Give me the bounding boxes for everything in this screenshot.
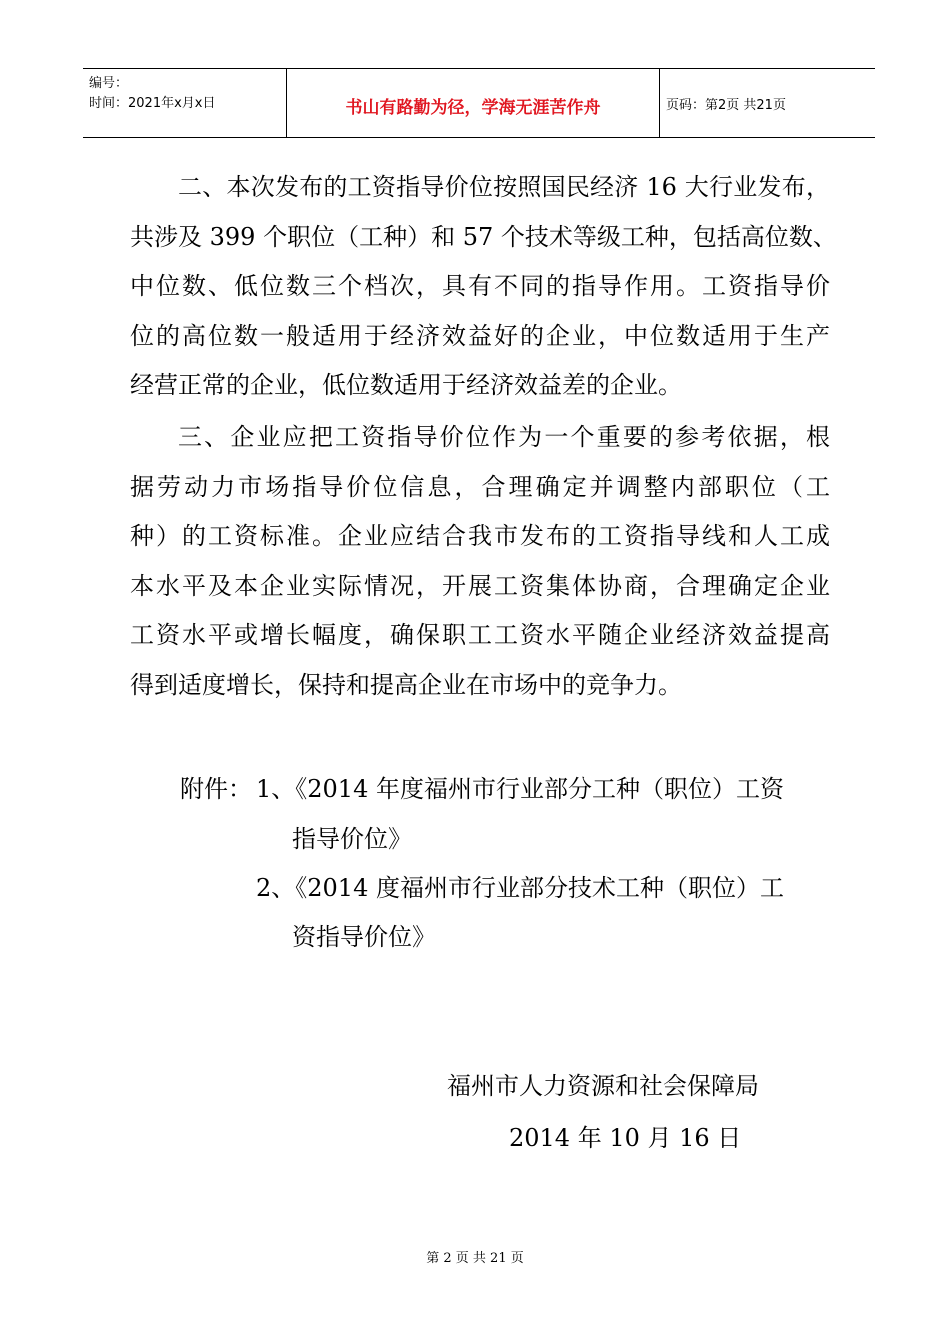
page-footer: 第 2 页 共 21 页	[426, 1251, 524, 1266]
paragraph-2	[130, 163, 837, 411]
attachment-2-title: 2、《2014 度福州市行业部分技术工种（职位）工	[256, 874, 784, 902]
paragraph-line: 三、企业应把工资指导价位作为一个重要的参考依据，根	[178, 423, 830, 451]
document-time-label: 时间：2021年x月x日	[89, 96, 216, 111]
paragraph-line: 得到适度增长，保持和提高企业在市场中的竞争力。	[130, 670, 682, 699]
document-header	[83, 68, 875, 138]
paragraph-line: 本水平及本企业实际情况，开展工资集体协商，合理确定企业	[130, 571, 830, 600]
attachment-1-title-cont: 指导价位》	[292, 825, 412, 853]
paragraph-line: 据劳动力市场指导价位信息，合理确定并调整内部职位（工	[130, 472, 830, 501]
header-motto: 书山有路勤为径，学海无涯苦作舟	[345, 98, 601, 118]
paragraph-line: 经营正常的企业，低位数适用于经济效益差的企业。	[130, 371, 682, 399]
paragraph-line: 中位数、低位数三个档次，具有不同的指导作用。工资指导价	[130, 272, 830, 300]
paragraph-line: 位的高位数一般适用于经济效益好的企业，中位数适用于生产	[130, 321, 830, 350]
attachment-1-title: 1、《2014 年度福州市行业部分工种（职位）工资	[256, 775, 784, 803]
issuing-organization: 福州市人力资源和社会保障局	[447, 1072, 759, 1100]
paragraph-3	[130, 413, 830, 710]
document-code-label: 编号：	[89, 76, 129, 91]
attachments-label: 附件：	[180, 775, 252, 803]
paragraph-line: 二、本次发布的工资指导价位按照国民经济 16 大行业发布，	[178, 173, 830, 201]
paragraph-line: 共涉及 399 个职位（工种）和 57 个技术等级工种，包括高位数、	[130, 222, 837, 251]
header-motto-cell	[287, 69, 660, 137]
paragraph-line: 种）的工资标准。企业应结合我市发布的工资指导线和人工成	[130, 522, 830, 550]
header-meta-cell	[83, 69, 287, 137]
issue-date: 2014 年 10 月 16 日	[509, 1124, 742, 1152]
header-page-cell	[660, 69, 875, 137]
header-page-info: 页码：第2页 共21页	[666, 98, 786, 113]
paragraph-line: 工资水平或增长幅度，确保职工工资水平随企业经济效益提高	[130, 621, 830, 649]
attachment-2-title-cont: 资指导价位》	[292, 923, 436, 951]
